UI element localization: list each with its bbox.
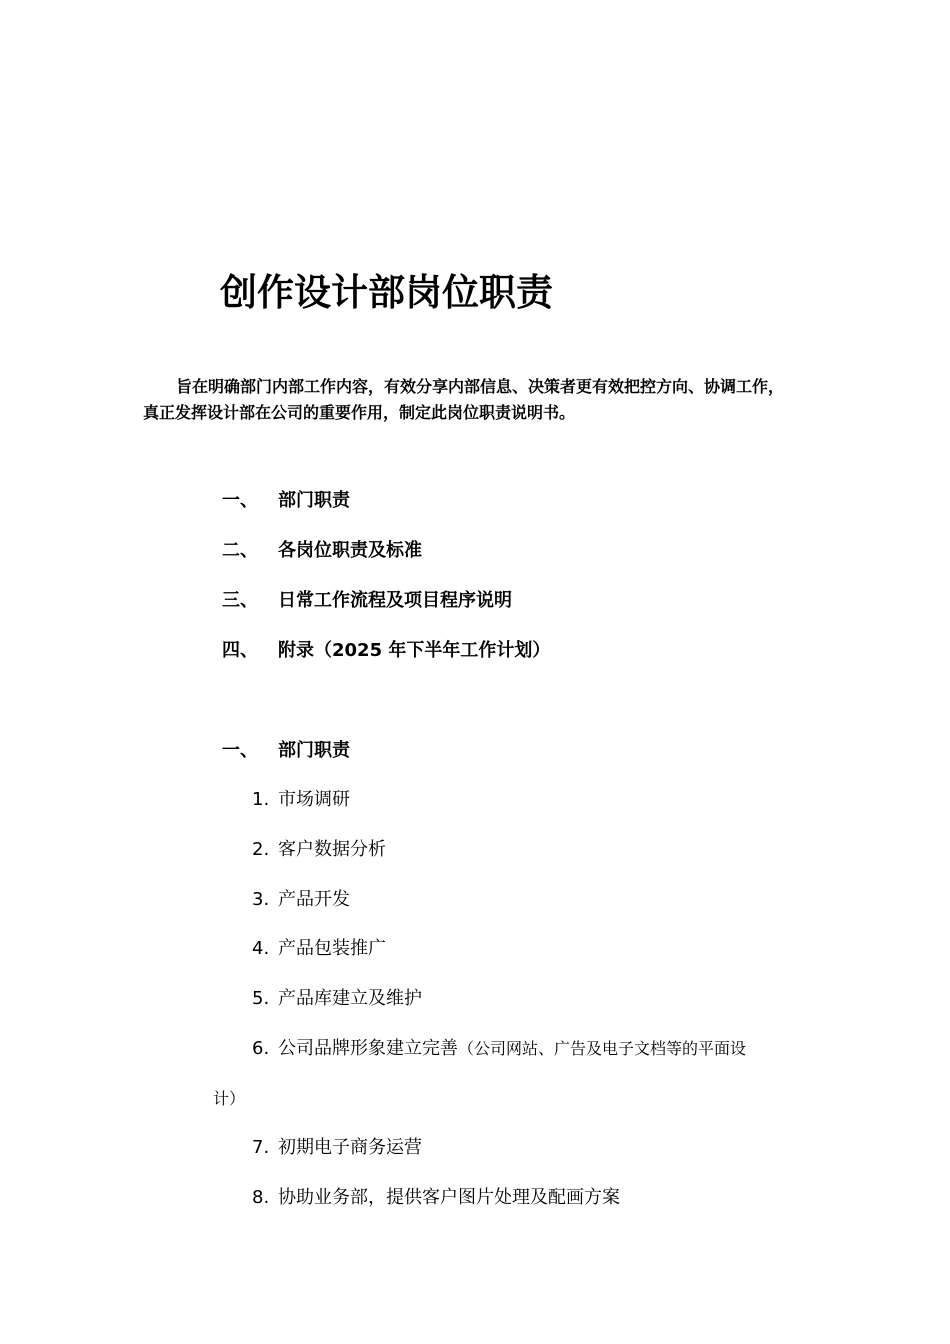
list-item: [252, 885, 350, 911]
toc-label: 部门职责: [278, 490, 350, 511]
list-label: 客户数据分析: [278, 839, 386, 860]
list-item: [252, 785, 350, 811]
list-number: 5.: [252, 988, 270, 1009]
intro-line-2: 真正发挥设计部在公司的重要作用，制定此岗位职责说明书。: [143, 403, 576, 422]
list-item: [252, 984, 422, 1010]
list-number: 6.: [252, 1038, 270, 1059]
toc-item: [222, 586, 512, 612]
list-note-continuation: 计）: [213, 1089, 246, 1108]
list-label: 产品包装推广: [278, 938, 386, 959]
section-number: 一、: [222, 740, 258, 761]
toc-label: 各岗位职责及标准: [278, 540, 422, 561]
toc-label: 日常工作流程及项目程序说明: [278, 590, 512, 611]
list-number: 4.: [252, 938, 270, 959]
toc-item: [222, 536, 422, 562]
list-item: [252, 1183, 620, 1209]
list-number: 1.: [252, 789, 270, 810]
list-number: 8.: [252, 1187, 270, 1208]
toc-item: [222, 636, 550, 662]
list-item: [252, 835, 386, 861]
list-label: 市场调研: [278, 789, 350, 810]
list-item: [252, 1133, 422, 1159]
document-title: 创作设计部岗位职责: [220, 271, 553, 314]
list-item: [252, 934, 386, 960]
toc-number: 三、: [222, 590, 258, 611]
toc-item: [222, 486, 350, 512]
intro-paragraph: [143, 374, 823, 426]
list-number: 7.: [252, 1137, 270, 1158]
list-label: 产品库建立及维护: [278, 988, 422, 1009]
toc-label: 附录（2025 年下半年工作计划）: [278, 640, 551, 661]
section-title: 部门职责: [278, 740, 350, 761]
list-number: 2.: [252, 839, 270, 860]
list-number: 3.: [252, 889, 270, 910]
toc-number: 一、: [222, 490, 258, 511]
list-item: [252, 1034, 746, 1060]
intro-line-1: 旨在明确部门内部工作内容，有效分享内部信息、决策者更有效把控方向、协调工作，: [176, 377, 785, 396]
toc-number: 四、: [222, 640, 258, 661]
list-note: （公司网站、广告及电子文档等的平面设: [458, 1039, 747, 1058]
list-label: 初期电子商务运营: [278, 1137, 422, 1158]
list-label: 公司品牌形象建立完善: [278, 1038, 458, 1059]
list-label: 产品开发: [278, 889, 350, 910]
toc-number: 二、: [222, 540, 258, 561]
section-heading: [222, 736, 350, 762]
list-label: 协助业务部，提供客户图片处理及配画方案: [278, 1187, 620, 1208]
